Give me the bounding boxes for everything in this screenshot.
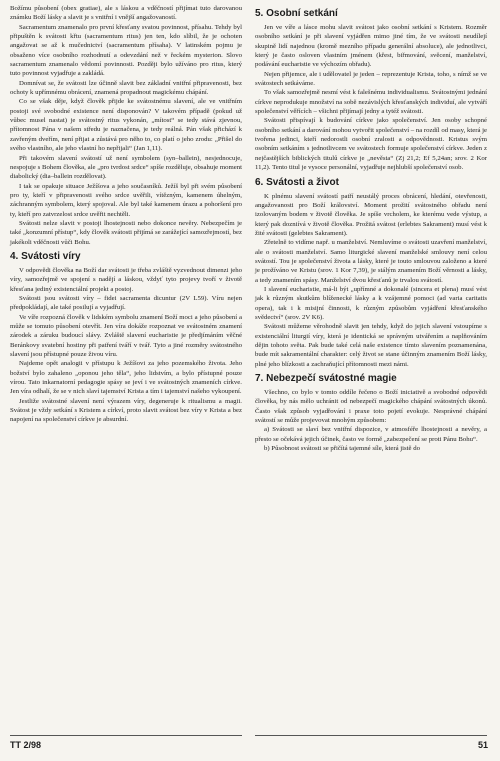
section-heading: 5. Osobní setkání [255, 8, 338, 19]
paragraph: Nejen přijemce, ale i udělovatel je jeden – reprezentuje Krista, toho, s nímž se ve svátostech setkáváme. [255, 70, 487, 88]
paragraph: Zřetelně to vidíme např. u manželství. Nemluvíme o svátosti uzavření manželství, ale o svátosti manželství. Samo liturgické slavení manželské smlouvy není celou svátostí. Tou je společenství života a lásky, které je touto smlouvou založeno a které je prožíváno ve Kristu (srov. 1 Kor 7,39), je stálým znamením Boží věrnosti a lásky, a tedy znamením spásy. Manželství dvou křesťanů je trvalou svátostí. [255, 239, 487, 284]
paragraph: Sacramentum znamenalo pro první křesťany svatou povinnost, přísahu. Tehdy byl připuštěn k svátosti křtu (sacramentum ritus) jen ten, kdo slíbil, že je ochoten angažovat se až k mučednictví (sacramentum přísaha). V latinském pojmu je obsaženo více osobního rozhodnutí a odevzdání než v řeckém mysterion. Slovo sacramentum znamenalo vědomí povinnosti. Později bylo užíváno pro ritus, který tuto povinnost vyjadřuje a zakládá. [10, 23, 242, 78]
paragraph: Domnívat se, že svátosti lze účinně slavit bez základní vnitřní připravenosti, bez ochoty k upřímnému obrácení, znamená propadnout magickému chápání. [10, 79, 242, 97]
section-heading: 6. Svátosti a život [255, 176, 339, 188]
issue-label: TT 2/98 [10, 740, 42, 750]
paragraph: Jestliže svátostné slavení není výrazem víry, degeneruje k ritualismu a magii. Svátost je vždy setkání s Kristem a církví, proto slavit svátost bez víry v Krista a bez napojení na společenství církve je absurdní. [10, 397, 242, 424]
section-heading: 4. Svátosti víry [10, 250, 81, 262]
paragraph: V odpovědi člověka na Boží dar svátosti je třeba zvláště vyzvednout dimenzi jeho víry, samozřejmě ve spojení s nadějí a láskou, vždyť tyto projevy tvoří v životě křesťana jediný existenciální projekt a postoj. [10, 266, 242, 293]
paragraph: Při takovém slavení svátostí už není symbolem (syn–ballein), nesjednocuje, nespojuje s Bohem člověka, ale „pro tvrdost srdce“ spíše rozděluje, obsahuje moment diabolický (dia–ballein rozdělovat). [10, 154, 242, 181]
paragraph: K plnému slavení svátostí patří neustálý proces obrácení, hledání, otevřenosti, angažovanosti pro Boží království. Moment prožití svátostného obřadu není izolovaným bodem v životě člověka. Je spíše vrcholem, ke kterému vede výstup, a který pak dozniívá v životě člověka. Prožitá svátost (erlebtes Sakrament) musí vést k žité svátosti (gelebtes Sakrament). [255, 192, 487, 237]
paragraph: Jen ve víře a lásce mohu slavit svátost jako osobní setkání s Kristem. Rozměr osobního setkání je při slavení vyjádřen mimo jiné tím, že ve svátosti neudílejí skupině lidí najednou (kromě mezního případu generální absoluce), ale jednotlivci, který je často osloven vlastním jménem (křest, biřmování, svěcení, manželství, podávání eucharistie ve výchozím obřadu). [255, 24, 487, 69]
paragraph: Svátosti jsou svátosti víry – fidei sacramenta dicuntur (2V L59). Víru nejen předpokládají, ale také posilují a vyjadřují. [10, 294, 242, 312]
paragraph: Svátosti přispívají k budování církve jako společenství. Jen osoby schopné osobního setkání a darování mohou vytvořit společenství – na rozdíl od masy, která je tvořena jedinci, kteří nedorostli osobní zralosti a odpovědnosti. Kristus svým osobním setkáním s jednotlivcem ve svátostech formuje společenství církve. Jeden z nejčastějších biblických titulů církve je „nevěsta“ (Zj 21,2; Ef 5,24an; srov. 2 Kor 11,2). Tento titul je vysoce personální, vyjadřuje nejhlubší společenství osob. [255, 117, 488, 172]
paragraph: Ve víře rozpozná člověk v lidském symbolu znamení Boží moci a jeho působení a může se tomuto působení otevřít. Jen víra dokáže rozpoznat ve svátostném znamení zárodek a záruku budoucí slávy. Zvláště slavení eucharistie je předjímáním věčné Beránkovy svatební hostiny při patření tváří v tvář. Tyto a jiné rozměry svátostného slavení jsou přístupné pouze živou víru. [10, 313, 242, 359]
paragraph: Božímu působení (obex gratiae), ale s láskou a vděčností přijímat tuto darovanou známku Boží lásky a slavit je s vnitřní i vnější angažovaností. [10, 5, 242, 22]
left-column [10, 4, 242, 425]
paragraph: b) Působnost svátosti se přičítá tajemné síle, která jistě do [264, 445, 420, 453]
paragraph: Svátosti můžeme věrohodně slavit jen tehdy, když do jejich slavení vstoupíme s existenciální liturgií víry, která je identická se správným utvářením a naplňováním dějin tohoto světa. Pak bude také celá naše existence tímto slavením poznamenána, bude mít sakramentální charakter: celý život se stane účinným znamením Boží lásky, plné jeho blízkosti a zachraňující přítomnosti mezi námi. [255, 323, 487, 368]
paragraph: I tak se opakuje situace Ježíšova a jeho současníků. Ježíš byl při svém působení pro ty, kteří v připravenosti svého srdce uvěřili, vítězným, kamenem úhelným, záchranným symbolem, který spojoval. Ale byl také kamenem úrazu a pohoršení pro ty, kteří pro zatvrzelost srdce uvěřit nechtěli. [10, 182, 242, 218]
footer-rule-right [255, 735, 487, 736]
paragraph: I slavení eucharistie, má-li být „upřímné a dokonalé (sincera et plena) musí vést jak k různým skutkům blíženecké lásky a k vzájemné pomoci (ad varia caritatis opera), tak i k misijní činnosti, k různým způsobům vyjádření křesťanského svědectví“ (srov. 2V K6). [255, 285, 487, 321]
paragraph: a) Svátosti se slaví bez vnitřní dispozice, v atmosféře lhostejnosti a nevěry, a přesto se očekává jejich účinek, často ve formě „zabezpečení se proti Pánu Bohu“. [255, 426, 487, 443]
right-column [255, 4, 487, 453]
paragraph: Najdeme opět analogii v přístupu k Ježíšovi za jeho pozemského života. Jeho božství bylo zahaleno „oponou jeho těla“, jeho lidstvím, a bylo přístupné pouze vírou. Tato inkarnatorní pedagogie spásy se jeví i ve svátostných znameních církve. Jen víra odhalí, že se v nich slaví tajemství Krista a tím i tajemství našeho vykoupení. [10, 360, 242, 396]
paragraph: Co se však děje, když člověk přijde ke svátostnému slavení, ale ve vnitřním postoji své svobodné existence není disponován? V takovém případě (pokud už vůbec musel nastat) je svátostný ritus vykonán, „mítost“ se tedy stává zjevnou, přítomnost Pána v našem středu je naznačena, je tedy reálná. Pán však přichází k zavřeným dveřím, není přijat a zůstává pro něho to, co platí o jeho zrodu: „Přišel do svého vlastního, ale jeho vlastní ho nepřijali“ (Jan 1,11). [10, 98, 242, 153]
section-heading: 7. Nebezpečí svátostné magie [255, 373, 397, 385]
paragraph: Všechno, co bylo v tomto oddíle řečeno o Boží iniciativě a svobodné odpovědi člověka, by nás mělo uchránit od nebezpečí magického chápání svátostných úkonů. Často však způsob vyjadřování i praxe toto pojetí evokuje. Nesprávné chápání svátostí se může projevovat mnohým způsobem: [255, 389, 487, 425]
footer-rule-left [10, 735, 242, 736]
paragraph: Svátosti nelze slavit v postoji lhostejnosti nebo dokonce nevěry. Nebezpečím je také „konzumní přístup“, kdy člověk svátosti přijímá se zarážející samozřejmostí, bez jakékoli vděčnosti vůči Bohu. [10, 219, 242, 246]
paragraph: To však samozřejmě nesmí vést k falešnému individualismu. Svátostnými jednání církve neprodukuje množství na sobě nezávislých křesťanských individuí, ale vytváří společenství věřících – všichni přijímají jedny a tytéž svátosti. [255, 89, 487, 116]
page-number: 51 [478, 740, 489, 750]
